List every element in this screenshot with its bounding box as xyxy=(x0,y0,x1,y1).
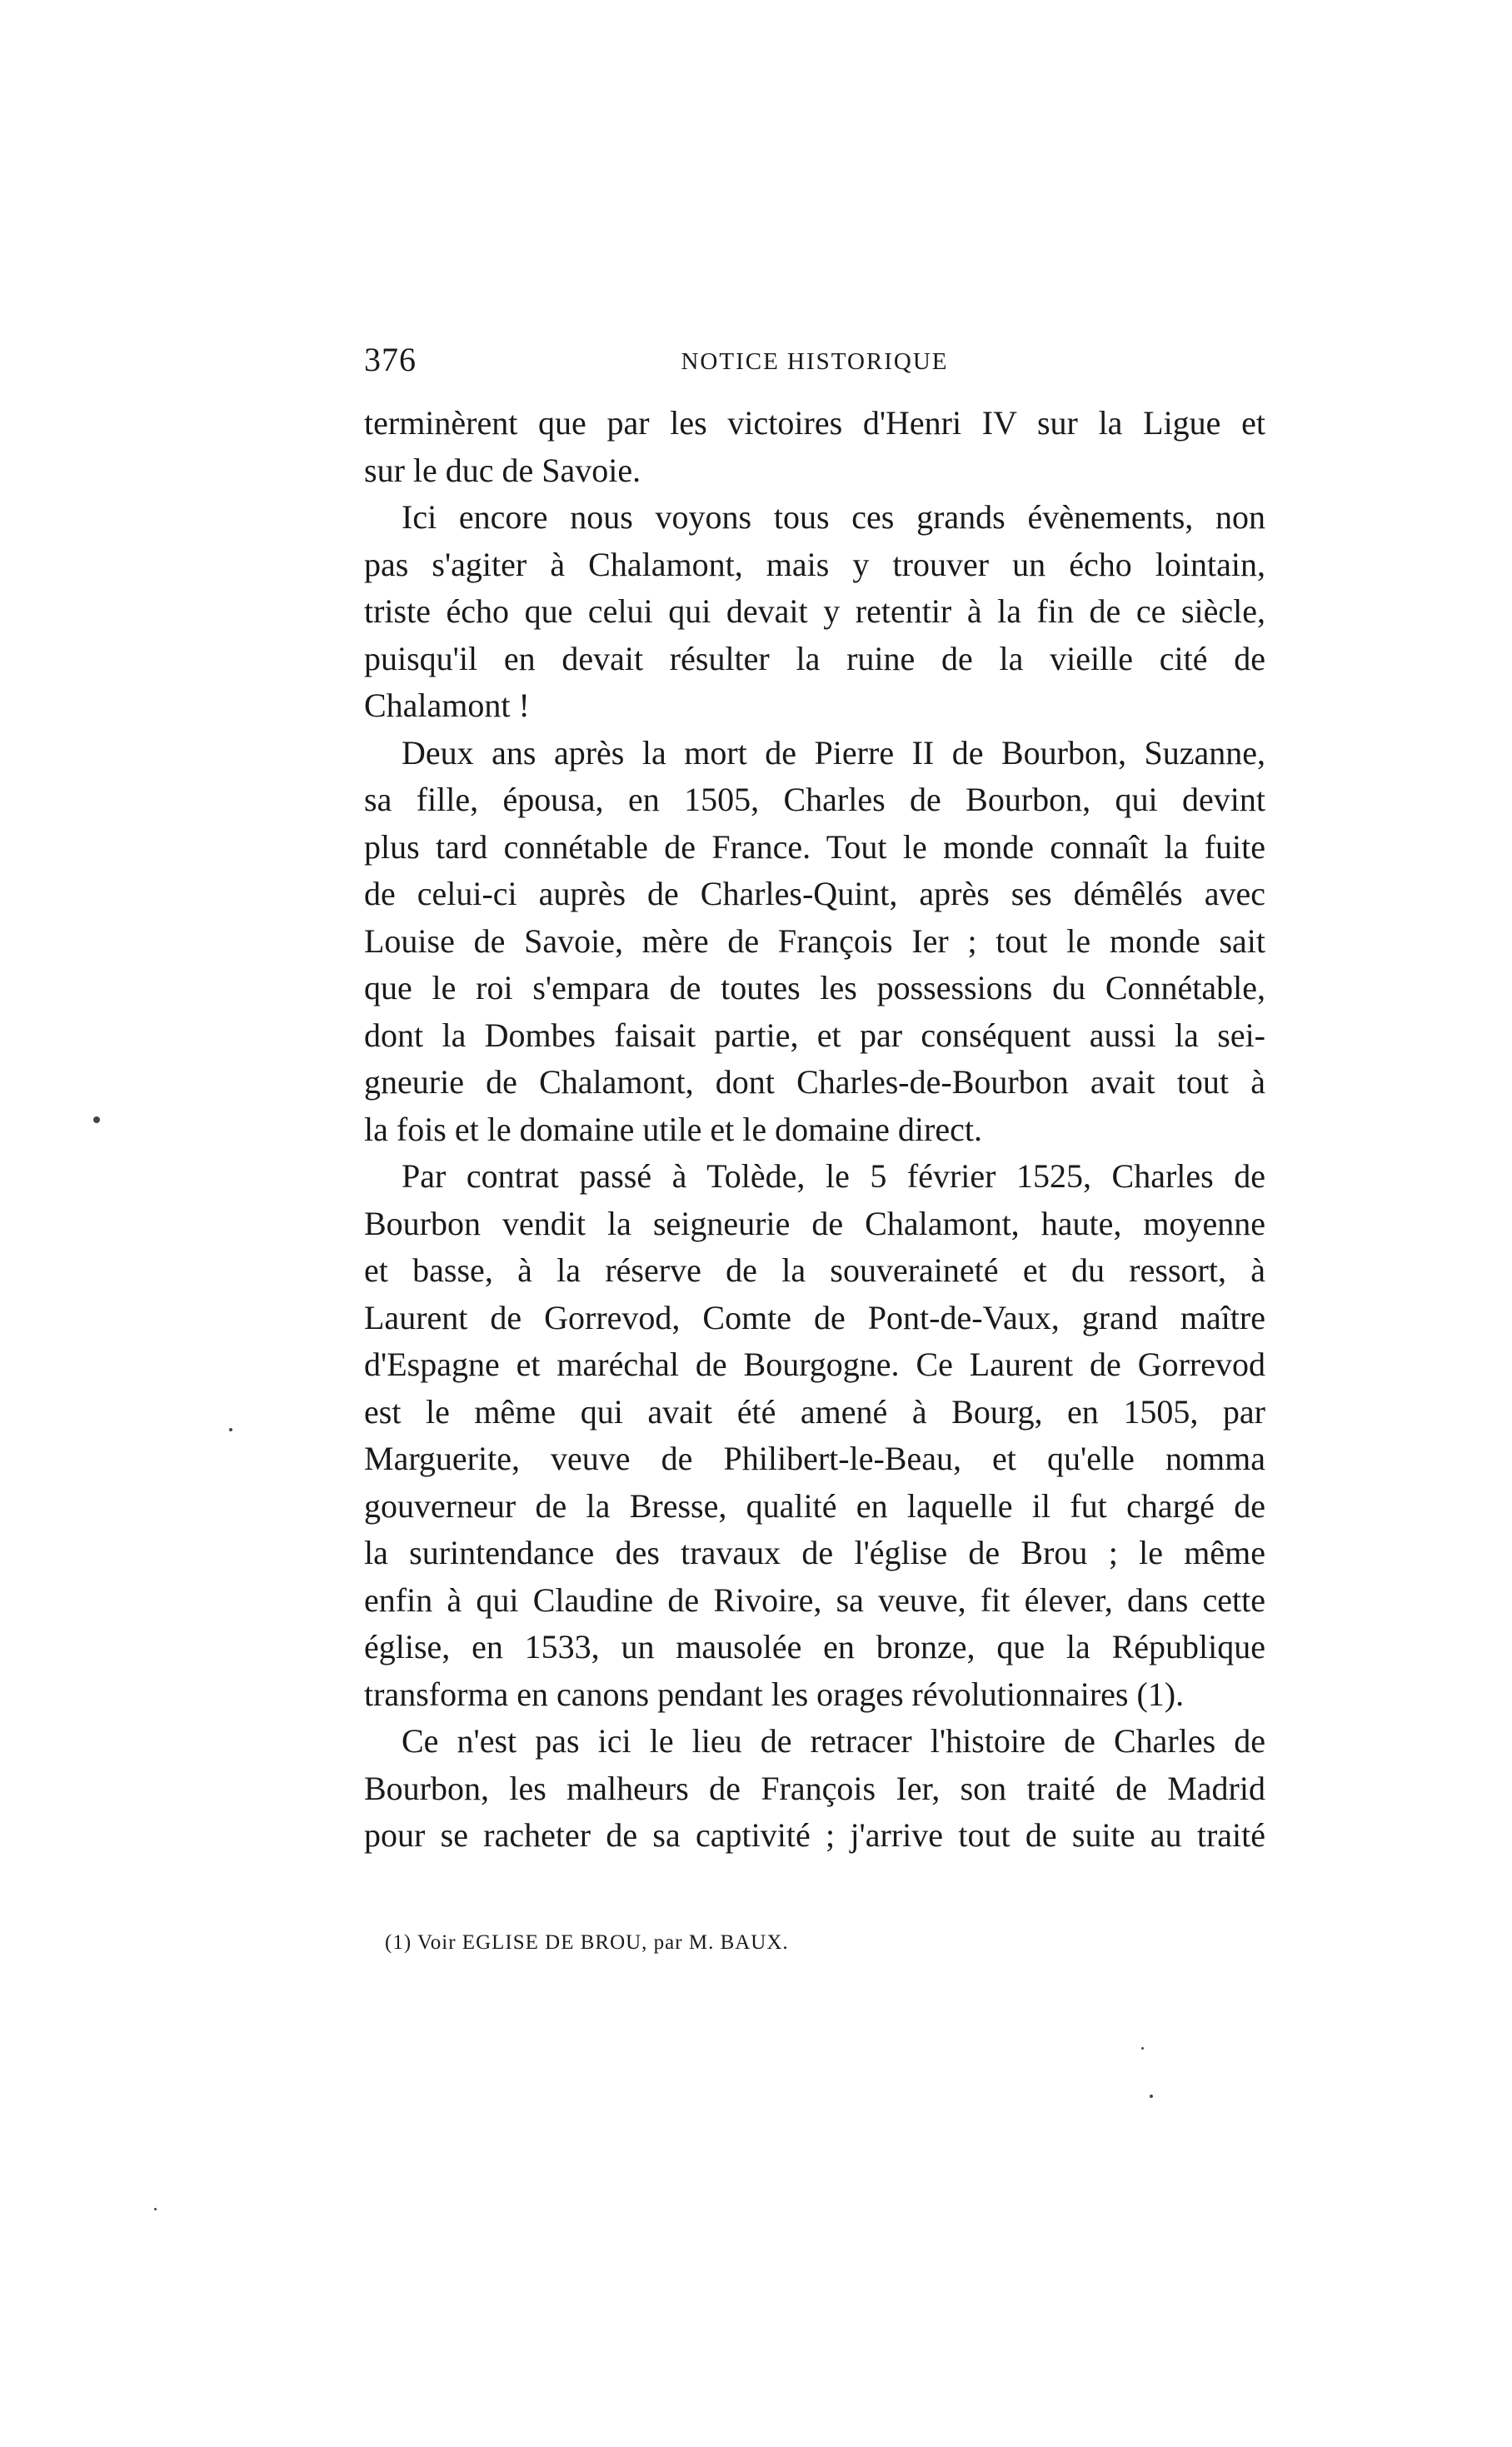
text-line: d'Espagne et maréchal de Bourgogne. Ce Laurent de Gorrevod xyxy=(364,1346,1265,1383)
text-line: gneurie de Chalamont, dont Charles-de-Bourbon avait tout à xyxy=(364,1063,1265,1101)
paragraph xyxy=(364,1153,1265,1718)
text-line: Deux ans après la mort de Pierre II de Bourbon, Suzanne, xyxy=(402,733,1265,772)
paragraph xyxy=(364,494,1265,730)
scan-speck xyxy=(93,1116,100,1123)
text-line: dont la Dombes faisait partie, et par conséquent aussi la sei- xyxy=(364,1016,1265,1054)
text-line: la fois et le domaine utile et le domaine direct. xyxy=(364,1110,982,1148)
text-line: Chalamont ! xyxy=(364,687,530,724)
text-line: sa fille, épousa, en 1505, Charles de Bourbon, qui devint xyxy=(364,781,1265,818)
text-line: enfin à qui Claudine de Rivoire, sa veuve, fit élever, dans cette xyxy=(364,1581,1265,1619)
page-number: 376 xyxy=(364,341,417,378)
text-line: gouverneur de la Bresse, qualité en laquelle il fut chargé de xyxy=(364,1486,1265,1525)
paragraph xyxy=(364,1718,1265,1860)
text-line: Bourbon, les malheurs de François Ier, son traité de Madrid xyxy=(364,1769,1265,1807)
text-line: que le roi s'empara de toutes les possessions du Connétable, xyxy=(364,969,1265,1006)
text-line: de celui-ci auprès de Charles-Quint, après ses démêlés avec xyxy=(364,875,1265,912)
text-line: est le même qui avait été amené à Bourg, en 1505, par xyxy=(364,1392,1265,1431)
text-line: puisqu'il en devait résulter la ruine de la vieille cité de xyxy=(364,639,1265,677)
text-line: et basse, à la réserve de la souveraineté et du ressort, à xyxy=(364,1251,1265,1289)
text-line: transforma en canons pendant les orages révolutionnaires (1). xyxy=(364,1675,1185,1713)
scan-speck xyxy=(1141,2047,1144,2050)
text-line: église, en 1533, un mausolée en bronze, que la République xyxy=(364,1628,1265,1665)
text-line: plus tard connétable de France. Tout le monde connaît la fuite xyxy=(364,827,1265,866)
text-line: Ce n'est pas ici le lieu de retracer l'histoire de Charles de xyxy=(402,1722,1265,1760)
text-line: Bourbon vendit la seigneurie de Chalamont, haute, moyenne xyxy=(364,1204,1265,1242)
paragraph xyxy=(364,730,1265,1154)
scan-speck xyxy=(1150,2095,1153,2098)
footnote: (1) Voir EGLISE DE BROU, par M. BAUX. xyxy=(385,1931,789,1954)
text-line: Louise de Savoie, mère de François Ier ; tout le monde sait xyxy=(364,921,1265,960)
text-line: Ici encore nous voyons tous ces grands évènements, non xyxy=(402,498,1265,536)
text-line: pour se racheter de sa captivité ; j'arrive tout de suite au traité xyxy=(364,1816,1265,1854)
text-line: Marguerite, veuve de Philibert-le-Beau, et qu'elle nomma xyxy=(364,1440,1265,1477)
text-line: sur le duc de Savoie. xyxy=(364,451,641,489)
running-title: NOTICE HISTORIQUE xyxy=(681,348,949,375)
text-line: pas s'agiter à Chalamont, mais y trouver un écho lointain, xyxy=(364,545,1265,583)
text-line: terminèrent que par les victoires d'Henri IV sur la Ligue et xyxy=(364,404,1265,442)
paragraph xyxy=(364,400,1265,494)
scan-speck xyxy=(229,1428,232,1431)
text-line: Laurent de Gorrevod, Comte de Pont-de-Vaux, grand maître xyxy=(364,1298,1265,1336)
text-line: Par contrat passé à Tolède, le 5 février 1525, Charles de xyxy=(402,1157,1265,1195)
page-header xyxy=(364,340,1265,390)
body-text xyxy=(364,400,1265,1860)
text-line: triste écho que celui qui devait y retentir à la fin de ce siècle, xyxy=(364,592,1265,630)
text-line: la surintendance des travaux de l'église de Brou ; le même xyxy=(364,1534,1265,1571)
scan-speck xyxy=(154,2208,157,2210)
